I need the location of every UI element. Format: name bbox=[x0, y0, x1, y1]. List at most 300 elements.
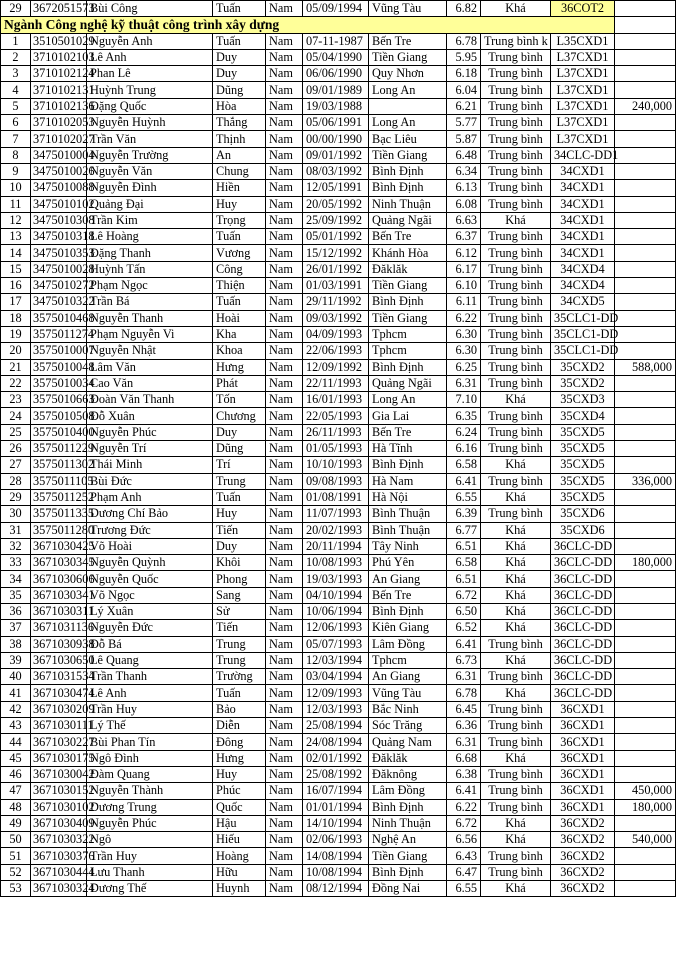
cell-amount bbox=[615, 147, 676, 163]
cell-first-name: Hữu bbox=[213, 864, 266, 880]
cell-class: 34CXD1 bbox=[551, 180, 615, 196]
cell-gpa: 6.41 bbox=[447, 783, 481, 799]
cell-birthplace: Bình Định bbox=[369, 163, 447, 179]
table-row bbox=[1, 750, 676, 766]
cell-rank: Trung bình bbox=[481, 278, 551, 294]
cell-birthplace: Bắc Ninh bbox=[369, 701, 447, 717]
cell-gender: Nam bbox=[266, 131, 303, 147]
cell-class: 36CLC-DD bbox=[551, 571, 615, 587]
table-row bbox=[1, 457, 676, 473]
cell-class: 36CLC-DD bbox=[551, 587, 615, 603]
cell-stt: 33 bbox=[1, 555, 31, 571]
cell-last-name: Dương Chí Bảo bbox=[87, 506, 213, 522]
cell-amount bbox=[615, 522, 676, 538]
cell-gpa: 6.31 bbox=[447, 669, 481, 685]
cell-last-name: Lý Xuân bbox=[87, 603, 213, 619]
cell-amount bbox=[615, 245, 676, 261]
cell-amount bbox=[615, 587, 676, 603]
cell-first-name: Phát bbox=[213, 375, 266, 391]
cell-stt: 15 bbox=[1, 261, 31, 277]
table-row bbox=[1, 424, 676, 440]
cell-birthplace: An Giang bbox=[369, 571, 447, 587]
cell-last-name: Nguyễn Văn bbox=[87, 163, 213, 179]
cell-last-name: Đoàn Văn Thanh bbox=[87, 392, 213, 408]
cell-gpa: 7.10 bbox=[447, 392, 481, 408]
cell-birthdate: 19/03/1993 bbox=[303, 571, 369, 587]
cell-rank: Khá bbox=[481, 212, 551, 228]
cell-amount bbox=[615, 685, 676, 701]
cell-amount bbox=[615, 1, 676, 17]
cell-birthdate: 09/01/1989 bbox=[303, 82, 369, 98]
cell-last-name: Bùi Phan Tín bbox=[87, 734, 213, 750]
cell-first-name: Thịnh bbox=[213, 131, 266, 147]
cell-birthdate: 01/08/1991 bbox=[303, 489, 369, 505]
cell-rank: Trung bình bbox=[481, 701, 551, 717]
cell-gender: Nam bbox=[266, 603, 303, 619]
cell-first-name: Huynh bbox=[213, 881, 266, 897]
table-row bbox=[1, 489, 676, 505]
cell-class: 35CXD5 bbox=[551, 473, 615, 489]
cell-gender: Nam bbox=[266, 506, 303, 522]
cell-last-name: Nguyễn Anh bbox=[87, 33, 213, 49]
cell-stt: 24 bbox=[1, 408, 31, 424]
cell-rank: Trung bình bbox=[481, 163, 551, 179]
cell-gpa: 6.12 bbox=[447, 245, 481, 261]
table-row bbox=[1, 408, 676, 424]
cell-gender: Nam bbox=[266, 881, 303, 897]
cell-last-name: Đặng Thanh bbox=[87, 245, 213, 261]
cell-stt: 10 bbox=[1, 180, 31, 196]
cell-amount bbox=[615, 212, 676, 228]
cell-amount bbox=[615, 489, 676, 505]
cell-rank: Trung bình bbox=[481, 131, 551, 147]
cell-mssv: 3575010468 bbox=[31, 310, 87, 326]
cell-rank: Khá bbox=[481, 1, 551, 17]
cell-class: L37CXD1 bbox=[551, 131, 615, 147]
cell-first-name: Thiện bbox=[213, 278, 266, 294]
cell-mssv: 3710102053 bbox=[31, 115, 87, 131]
cell-first-name: Phong bbox=[213, 571, 266, 587]
section-title: Ngành Công nghệ kỹ thuật công trình xây dựng bbox=[1, 17, 615, 33]
cell-stt: 50 bbox=[1, 832, 31, 848]
cell-class: 36CXD1 bbox=[551, 766, 615, 782]
cell-last-name: Trần Huy bbox=[87, 848, 213, 864]
table-row bbox=[1, 734, 676, 750]
cell-rank: Trung bình bbox=[481, 196, 551, 212]
table-row bbox=[1, 538, 676, 554]
cell-gender: Nam bbox=[266, 832, 303, 848]
cell-gender: Nam bbox=[266, 82, 303, 98]
cell-class: 34CXD1 bbox=[551, 163, 615, 179]
cell-birthdate: 04/09/1993 bbox=[303, 326, 369, 342]
cell-birthplace: Hà Tĩnh bbox=[369, 441, 447, 457]
cell-first-name: Sử bbox=[213, 603, 266, 619]
cell-first-name: Duy bbox=[213, 538, 266, 554]
cell-last-name: Dương Trung bbox=[87, 799, 213, 815]
cell-mssv: 3575011274 bbox=[31, 326, 87, 342]
cell-class: 36CXD2 bbox=[551, 832, 615, 848]
cell-gpa: 6.25 bbox=[447, 359, 481, 375]
cell-first-name: Diễn bbox=[213, 718, 266, 734]
cell-class: 36CXD2 bbox=[551, 864, 615, 880]
table-row bbox=[1, 392, 676, 408]
cell-last-name: Phạm Ngọc bbox=[87, 278, 213, 294]
cell-last-name: Bùi Đức bbox=[87, 473, 213, 489]
cell-last-name: Nguyễn Quốc bbox=[87, 571, 213, 587]
cell-gender: Nam bbox=[266, 636, 303, 652]
cell-first-name: Tiến bbox=[213, 522, 266, 538]
table-row bbox=[1, 294, 676, 310]
cell-first-name: Phúc bbox=[213, 783, 266, 799]
cell-class: 36CLC-DD bbox=[551, 538, 615, 554]
cell-stt: 21 bbox=[1, 359, 31, 375]
table-row bbox=[1, 278, 676, 294]
table-row bbox=[1, 147, 676, 163]
cell-gender: Nam bbox=[266, 783, 303, 799]
cell-last-name: Đỗ Xuân bbox=[87, 408, 213, 424]
table-row bbox=[1, 652, 676, 668]
cell-last-name: Thái Minh bbox=[87, 457, 213, 473]
table-row bbox=[1, 506, 676, 522]
cell-class: 36CXD2 bbox=[551, 815, 615, 831]
cell-birthplace: Hà Nội bbox=[369, 489, 447, 505]
cell-birthplace: Đăknông bbox=[369, 766, 447, 782]
cell-gender: Nam bbox=[266, 522, 303, 538]
cell-rank: Khá bbox=[481, 587, 551, 603]
cell-first-name: Tuấn bbox=[213, 229, 266, 245]
cell-birthdate: 08/03/1992 bbox=[303, 163, 369, 179]
cell-first-name: Hiền bbox=[213, 180, 266, 196]
cell-stt: 4 bbox=[1, 82, 31, 98]
cell-gender: Nam bbox=[266, 815, 303, 831]
cell-last-name: Trần Thanh bbox=[87, 669, 213, 685]
cell-class: 36CLC-DD bbox=[551, 669, 615, 685]
cell-birthplace: Tiền Giang bbox=[369, 147, 447, 163]
cell-amount bbox=[615, 848, 676, 864]
cell-last-name: Ngô bbox=[87, 832, 213, 848]
cell-stt: 19 bbox=[1, 326, 31, 342]
cell-gpa: 6.77 bbox=[447, 522, 481, 538]
cell-birthplace: Ninh Thuận bbox=[369, 196, 447, 212]
cell-birthplace: Bình Thuận bbox=[369, 522, 447, 538]
cell-amount bbox=[615, 457, 676, 473]
cell-gpa: 6.04 bbox=[447, 82, 481, 98]
cell-gpa: 6.37 bbox=[447, 229, 481, 245]
cell-amount bbox=[615, 131, 676, 147]
cell-last-name: Đặng Quốc bbox=[87, 98, 213, 114]
cell-amount bbox=[615, 441, 676, 457]
cell-birthplace: Bình Định bbox=[369, 603, 447, 619]
cell-amount bbox=[615, 326, 676, 342]
cell-class: 35CXD2 bbox=[551, 359, 615, 375]
table-row bbox=[1, 848, 676, 864]
cell-last-name: Nguyễn Phúc bbox=[87, 815, 213, 831]
table-row bbox=[1, 343, 676, 359]
table-row bbox=[1, 766, 676, 782]
cell-stt: 52 bbox=[1, 864, 31, 880]
cell-last-name: Đàm Quang bbox=[87, 766, 213, 782]
cell-mssv: 3475010004 bbox=[31, 147, 87, 163]
cell-stt: 25 bbox=[1, 424, 31, 440]
cell-stt: 17 bbox=[1, 294, 31, 310]
cell-stt: 51 bbox=[1, 848, 31, 864]
table-row bbox=[1, 131, 676, 147]
cell-gpa: 6.11 bbox=[447, 294, 481, 310]
cell-mssv: 3575011335 bbox=[31, 506, 87, 522]
table-row bbox=[1, 881, 676, 897]
cell-rank: Trung bình bbox=[481, 359, 551, 375]
cell-first-name: Tuấn bbox=[213, 33, 266, 49]
cell-amount bbox=[615, 506, 676, 522]
cell-stt: 38 bbox=[1, 636, 31, 652]
cell-gpa: 6.17 bbox=[447, 261, 481, 277]
cell-birthplace: Nghệ An bbox=[369, 832, 447, 848]
cell-birthplace: Kiên Giang bbox=[369, 620, 447, 636]
table-row bbox=[1, 310, 676, 326]
cell-rank: Trung bình bbox=[481, 766, 551, 782]
cell-stt: 34 bbox=[1, 571, 31, 587]
cell-gpa: 6.68 bbox=[447, 750, 481, 766]
cell-birthplace: Đăklăk bbox=[369, 750, 447, 766]
cell-birthdate: 06/06/1990 bbox=[303, 66, 369, 82]
cell-rank: Khá bbox=[481, 538, 551, 554]
cell-gpa: 6.39 bbox=[447, 506, 481, 522]
table-row bbox=[1, 603, 676, 619]
cell-gpa: 6.48 bbox=[447, 147, 481, 163]
cell-birthplace: Tiền Giang bbox=[369, 278, 447, 294]
cell-first-name: Đông bbox=[213, 734, 266, 750]
cell-gender: Nam bbox=[266, 163, 303, 179]
table-row bbox=[1, 261, 676, 277]
cell-first-name: Kha bbox=[213, 326, 266, 342]
cell-stt: 1 bbox=[1, 33, 31, 49]
cell-last-name: Bùi Công bbox=[87, 1, 213, 17]
cell-last-name: Trương Đức bbox=[87, 522, 213, 538]
cell-birthdate: 02/06/1993 bbox=[303, 832, 369, 848]
section-blank-cell bbox=[615, 17, 676, 33]
cell-mssv: 3475010322 bbox=[31, 294, 87, 310]
cell-gender: Nam bbox=[266, 196, 303, 212]
cell-birthplace: Đăklăk bbox=[369, 261, 447, 277]
cell-rank: Trung bình bbox=[481, 310, 551, 326]
cell-birthdate: 22/05/1993 bbox=[303, 408, 369, 424]
cell-first-name: Bảo bbox=[213, 701, 266, 717]
cell-mssv: 3671030102 bbox=[31, 799, 87, 815]
cell-first-name: Khoa bbox=[213, 343, 266, 359]
table-row bbox=[1, 441, 676, 457]
cell-rank: Trung bình bbox=[481, 326, 551, 342]
table-row bbox=[1, 326, 676, 342]
cell-birthplace: Ninh Thuận bbox=[369, 815, 447, 831]
cell-first-name: Duy bbox=[213, 49, 266, 65]
cell-gpa: 6.55 bbox=[447, 881, 481, 897]
cell-rank: Khá bbox=[481, 457, 551, 473]
cell-rank: Trung bình bbox=[481, 294, 551, 310]
cell-mssv: 3671030341 bbox=[31, 587, 87, 603]
cell-rank: Trung bình bbox=[481, 245, 551, 261]
cell-birthplace: Bến Tre bbox=[369, 424, 447, 440]
cell-first-name: Tuấn bbox=[213, 1, 266, 17]
cell-last-name: Lưu Thanh bbox=[87, 864, 213, 880]
cell-gender: Nam bbox=[266, 799, 303, 815]
cell-class: 36CLC-DD bbox=[551, 636, 615, 652]
cell-stt: 39 bbox=[1, 652, 31, 668]
cell-mssv: 3710102131 bbox=[31, 82, 87, 98]
cell-mssv: 3510501029 bbox=[31, 33, 87, 49]
cell-gpa: 6.36 bbox=[447, 718, 481, 734]
cell-mssv: 3475010353 bbox=[31, 245, 87, 261]
cell-stt: 43 bbox=[1, 718, 31, 734]
cell-last-name: Trần Kim bbox=[87, 212, 213, 228]
cell-last-name: Nguyễn Phúc bbox=[87, 424, 213, 440]
cell-mssv: 3575010508 bbox=[31, 408, 87, 424]
cell-mssv: 3475010028 bbox=[31, 261, 87, 277]
cell-birthplace: Vũng Tàu bbox=[369, 685, 447, 701]
cell-stt: 29 bbox=[1, 1, 31, 17]
cell-last-name: Lâm Văn bbox=[87, 359, 213, 375]
cell-mssv: 3575010007 bbox=[31, 343, 87, 359]
cell-stt: 32 bbox=[1, 538, 31, 554]
cell-first-name: Thắng bbox=[213, 115, 266, 131]
cell-stt: 5 bbox=[1, 98, 31, 114]
table-row bbox=[1, 229, 676, 245]
cell-first-name: Huy bbox=[213, 196, 266, 212]
cell-birthdate: 26/11/1993 bbox=[303, 424, 369, 440]
cell-first-name: Duy bbox=[213, 424, 266, 440]
cell-gpa: 6.18 bbox=[447, 66, 481, 82]
cell-birthplace: Sóc Trăng bbox=[369, 718, 447, 734]
cell-birthdate: 26/01/1992 bbox=[303, 261, 369, 277]
cell-class: 35CXD3 bbox=[551, 392, 615, 408]
cell-gpa: 6.41 bbox=[447, 636, 481, 652]
cell-gpa: 6.35 bbox=[447, 408, 481, 424]
cell-stt: 46 bbox=[1, 766, 31, 782]
cell-birthdate: 05/07/1993 bbox=[303, 636, 369, 652]
cell-stt: 20 bbox=[1, 343, 31, 359]
cell-amount bbox=[615, 864, 676, 880]
cell-amount bbox=[615, 718, 676, 734]
cell-rank: Trung bình bbox=[481, 718, 551, 734]
cell-gender: Nam bbox=[266, 424, 303, 440]
cell-mssv: 3671030425 bbox=[31, 538, 87, 554]
cell-mssv: 3475010102 bbox=[31, 196, 87, 212]
cell-rank: Trung bình bbox=[481, 261, 551, 277]
cell-gender: Nam bbox=[266, 375, 303, 391]
cell-birthdate: 15/12/1992 bbox=[303, 245, 369, 261]
cell-class: 35CXD5 bbox=[551, 424, 615, 440]
cell-rank: Trung bình bbox=[481, 424, 551, 440]
cell-mssv: 3671030111 bbox=[31, 718, 87, 734]
cell-gpa: 6.56 bbox=[447, 832, 481, 848]
cell-rank: Khá bbox=[481, 392, 551, 408]
table-row bbox=[1, 163, 676, 179]
cell-stt: 53 bbox=[1, 881, 31, 897]
cell-first-name: Trung bbox=[213, 652, 266, 668]
cell-first-name: Trung bbox=[213, 473, 266, 489]
cell-birthdate: 14/10/1994 bbox=[303, 815, 369, 831]
cell-first-name: Chung bbox=[213, 163, 266, 179]
cell-mssv: 3671030324 bbox=[31, 881, 87, 897]
cell-class: 35CXD5 bbox=[551, 441, 615, 457]
cell-amount bbox=[615, 196, 676, 212]
cell-gender: Nam bbox=[266, 620, 303, 636]
cell-birthplace: Tiền Giang bbox=[369, 848, 447, 864]
cell-rank: Khá bbox=[481, 522, 551, 538]
cell-first-name: Dũng bbox=[213, 441, 266, 457]
table-row bbox=[1, 473, 676, 489]
table-row bbox=[1, 718, 676, 734]
cell-class: 35CXD6 bbox=[551, 522, 615, 538]
cell-mssv: 3671030311 bbox=[31, 603, 87, 619]
cell-class: 35CLC1-DD bbox=[551, 310, 615, 326]
cell-stt: 31 bbox=[1, 522, 31, 538]
cell-gpa: 6.22 bbox=[447, 799, 481, 815]
cell-gpa: 6.30 bbox=[447, 343, 481, 359]
cell-birthdate: 01/03/1991 bbox=[303, 278, 369, 294]
cell-birthdate: 25/08/1992 bbox=[303, 766, 369, 782]
cell-class: L37CXD1 bbox=[551, 98, 615, 114]
cell-class: 34CXD1 bbox=[551, 245, 615, 261]
cell-amount: 180,000 bbox=[615, 555, 676, 571]
cell-last-name: Lý Thế bbox=[87, 718, 213, 734]
cell-class: 36CLC-DD bbox=[551, 555, 615, 571]
cell-rank: Trung bình bbox=[481, 180, 551, 196]
cell-amount bbox=[615, 392, 676, 408]
cell-class: 35CXD5 bbox=[551, 489, 615, 505]
cell-rank: Trung bình bbox=[481, 734, 551, 750]
table-row bbox=[1, 115, 676, 131]
cell-last-name: Trần Huy bbox=[87, 701, 213, 717]
cell-first-name: Vương bbox=[213, 245, 266, 261]
cell-last-name: Cao Văn bbox=[87, 375, 213, 391]
cell-birthplace: Tiền Giang bbox=[369, 310, 447, 326]
cell-amount bbox=[615, 538, 676, 554]
cell-stt: 30 bbox=[1, 506, 31, 522]
cell-birthdate: 10/08/1994 bbox=[303, 864, 369, 880]
cell-amount bbox=[615, 33, 676, 49]
cell-rank: Khá bbox=[481, 832, 551, 848]
cell-birthdate: 01/05/1993 bbox=[303, 441, 369, 457]
cell-gender: Nam bbox=[266, 33, 303, 49]
cell-last-name: Lê Quang bbox=[87, 652, 213, 668]
cell-rank: Trung bình bbox=[481, 115, 551, 131]
cell-amount: 336,000 bbox=[615, 473, 676, 489]
cell-gpa: 6.08 bbox=[447, 196, 481, 212]
cell-gender: Nam bbox=[266, 49, 303, 65]
cell-birthdate: 20/02/1993 bbox=[303, 522, 369, 538]
cell-rank: Trung bình bbox=[481, 783, 551, 799]
cell-birthplace: Bình Định bbox=[369, 864, 447, 880]
cell-mssv: 3671030650 bbox=[31, 652, 87, 668]
cell-amount bbox=[615, 408, 676, 424]
cell-birthplace: Đồng Nai bbox=[369, 881, 447, 897]
cell-first-name: Hậu bbox=[213, 815, 266, 831]
cell-birthdate: 29/11/1992 bbox=[303, 294, 369, 310]
cell-gender: Nam bbox=[266, 669, 303, 685]
cell-birthdate: 04/10/1994 bbox=[303, 587, 369, 603]
table-row bbox=[1, 375, 676, 391]
cell-gender: Nam bbox=[266, 734, 303, 750]
cell-last-name: Nguyễn Đình bbox=[87, 180, 213, 196]
cell-gpa: 6.50 bbox=[447, 603, 481, 619]
cell-mssv: 3475010026 bbox=[31, 163, 87, 179]
section-header-row bbox=[1, 17, 676, 33]
cell-first-name: Hiếu bbox=[213, 832, 266, 848]
cell-birthdate: 09/01/1992 bbox=[303, 147, 369, 163]
cell-gpa: 5.77 bbox=[447, 115, 481, 131]
cell-birthplace: Bến Tre bbox=[369, 33, 447, 49]
cell-birthplace: Tphcm bbox=[369, 343, 447, 359]
